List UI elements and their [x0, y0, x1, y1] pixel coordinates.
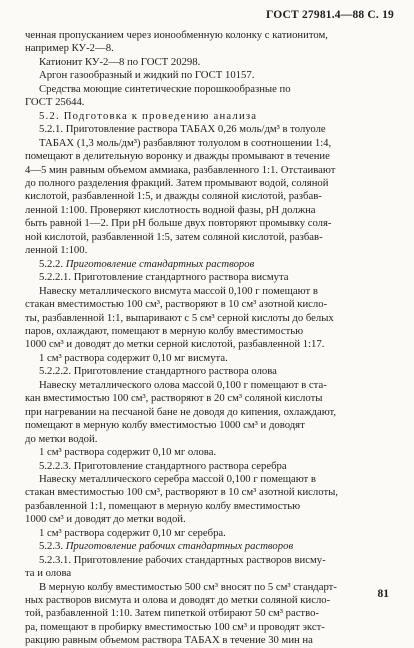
page-header: ГОСТ 27981.4—88 С. 19 — [266, 9, 394, 21]
text-line: Аргон газообразный и жидкий по ГОСТ 10157. — [39, 69, 255, 82]
text-line: до полного разделения фракций. Затем промывают водой, соляной — [25, 176, 329, 189]
section-number: 5.2.3. — [39, 540, 66, 553]
text-line: стакан вместимостью 100 см³, растворяют в 10 см³ азотной кисло- — [25, 298, 328, 311]
text-line: та и олова — [25, 567, 72, 580]
text-line: 5.2.2.2. Приготовление стандартного раствора олова — [39, 365, 277, 378]
text-line: 1000 см³ и доводят до метки серной кислотой, разбавленной 1:17. — [25, 338, 325, 351]
text-line: например КУ-2—8. — [25, 42, 114, 55]
text-line: ракцию равным объемом раствора ТАБАХ в течение 30 мин на — [25, 634, 313, 647]
text-line: 1 см³ раствора содержит 0,10 мг олова. — [39, 446, 217, 459]
text-line: 4—5 мин равным объемом аммиака, разбавленного 1:1. Отстаивают — [25, 163, 336, 176]
text-line: ра, помещают в пробирку вместимостью 100 см³ и проводят экст- — [25, 620, 325, 633]
text-line: ТАБАХ (1,3 моль/дм³) разбавляют толуолом в соотношении 1:4, — [39, 136, 332, 149]
text-line: при нагревании на песчаной бане не доводя до кипения, охлаждают, — [25, 405, 337, 418]
text-line: стакан вместимостью 100 см³, растворяют в 10 см³ азотной кислоты, — [25, 486, 338, 499]
text-line — [25, 540, 396, 553]
text-line: Навеску металлического висмута массой 0,100 г помещают в — [39, 284, 318, 297]
text-line: быть равной 1—2. При рН больше двух повторяют промывку соля- — [25, 217, 332, 230]
text-line: до метки водой. — [25, 432, 98, 445]
text-line: разбавленной 1:1, помещают в мерную колбу вместимостью — [25, 499, 301, 512]
text-line: ленной 1:100. Проверяют кислотность водной фазы, рН должна — [25, 203, 316, 216]
text-line: паров, охлаждают, помещают в мерную колбу вместимостью — [25, 324, 304, 337]
document-body — [25, 29, 396, 648]
section-title: Приготовление стандартных растворов — [65, 257, 255, 270]
text-line: 5.2.1. Приготовление раствора ТАБАХ 0,26 моль/дм³ в толуоле — [39, 123, 326, 136]
text-line — [25, 258, 396, 271]
text-line: ленной 1:100. — [25, 244, 88, 257]
text-line: помещают в мерную колбу вместимостью 1000 см³ и доводят — [25, 419, 305, 432]
text-line: Навеску металлического серебра массой 0,100 г помещают в — [39, 472, 316, 485]
text-line: 1 см³ раствора содержит 0,10 мг серебра. — [39, 526, 226, 539]
section-title: Приготовление рабочих стандартных растворов — [65, 540, 294, 553]
text-line: ченная пропусканием через ионообменную колонку с катионитом, — [25, 29, 328, 41]
text-line: ГОСТ 25644. — [25, 96, 85, 109]
text-line: 1000 см³ и доводят до метки водой. — [25, 513, 186, 526]
text-line: 1 см³ раствора содержит 0,10 мг висмута. — [39, 351, 228, 364]
text-line: Катионит КУ-2—8 по ГОСТ 20298. — [39, 55, 201, 68]
text-line: Навеску металлического олова массой 0,100 г помещают в ста- — [39, 378, 327, 391]
text-line: 5.2. Подготовка к проведению анализа — [39, 109, 258, 122]
text-line: кан вместимостью 100 см³, растворяют в 20 см³ соляной кислоты — [25, 392, 323, 405]
text-line: 5.2.2.3. Приготовление стандартного раствора серебра — [39, 459, 287, 472]
text-line: той, разбавленной 1:10. Затем пипеткой отбирают 50 см³ раство- — [25, 607, 319, 620]
page-number: 81 — [377, 588, 389, 600]
text-line: Средства моющие синтетические порошкообразные по — [39, 82, 291, 95]
text-line: помещают в делительную воронку и дважды промывают в течение — [25, 150, 330, 163]
text-line: В мерную колбу вместимостью 500 см³ вносят по 5 см³ стандарт- — [39, 580, 337, 593]
text-line: ной кислотой, разбавленной 1:5, затем соляной кислотой, разбав- — [25, 230, 323, 243]
text-line: ных растворов висмута и олова и доводят до метки соляной кисло- — [25, 594, 331, 607]
text-line: ты, разбавленной 1:1, выпаривают с 5 см³ серной кислоты до белых — [25, 311, 334, 324]
text-line: 5.2.3.1. Приготовление рабочих стандартных растворов висму- — [39, 553, 326, 566]
text-line: 5.2.2.1. Приготовление стандартного раствора висмута — [39, 271, 289, 284]
text-line: кислотой, разбавленной 1:5, и дважды соляной кислотой, разбав- — [25, 190, 322, 203]
section-number: 5.2.2. — [39, 257, 66, 270]
